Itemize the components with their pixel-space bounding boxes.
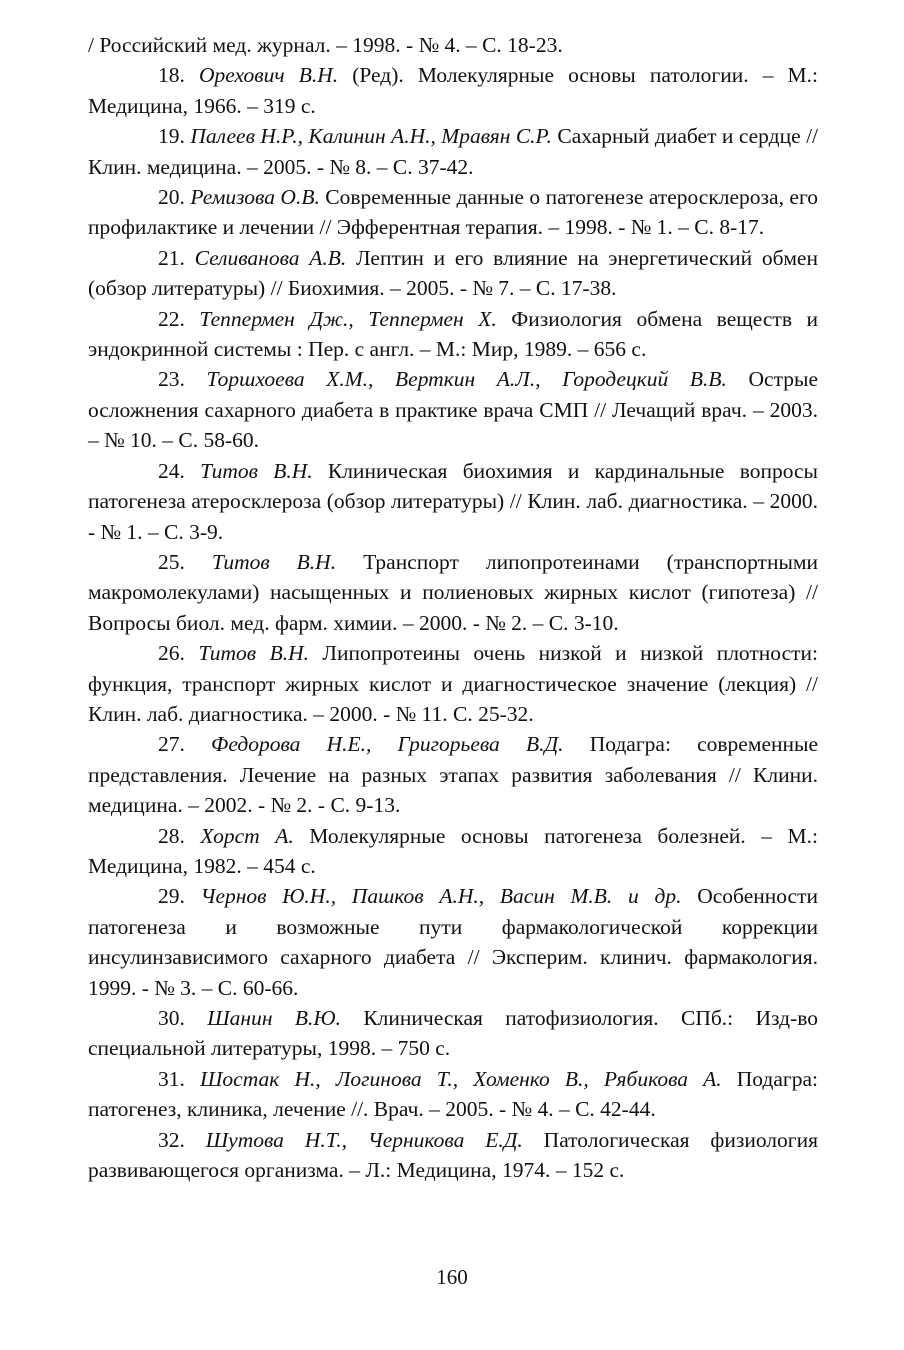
reference-authors: Селиванова А.В. (194, 245, 347, 270)
reference-number: 23. (158, 367, 185, 392)
reference-item-30 (88, 1003, 818, 1064)
reference-number: 21. (158, 245, 185, 270)
reference-text: Клиническая патофизиология. СПб.: Изд-во специальной литературы, 1998. – 750 с. (88, 1006, 818, 1061)
reference-number: 24. (158, 458, 185, 483)
reference-text: Молекулярные основы патогенеза болезней. – М.: Медицина, 1982. – 454 с. (88, 823, 819, 878)
reference-text: (Ред). Молекулярные основы патологии. – М.: Медицина, 1966. – 319 с. (88, 63, 818, 118)
reference-text: Современные данные о патогенезе атеросклероза, его профилактике и лечении // Эфферентная терапия. – 1998. - № 1. – С. 8-17. (88, 185, 818, 240)
reference-authors: Теппермен Дж., Теппермен Х. (199, 306, 497, 331)
reference-number: 20. (158, 185, 185, 210)
reference-authors: Титов В.Н. (200, 458, 313, 483)
reference-item-24 (88, 456, 818, 547)
reference-text: Клиническая биохимия и кардинальные вопросы патогенеза атеросклероза (обзор литературы) // Клин. лаб. диагностика. – 2000. - № 1. – С. 3-9. (88, 458, 818, 544)
reference-text: Острые осложнения сахарного диабета в практике врача СМП // Лечащий врач. – 2003. – № 10. – С. 58-60. (88, 367, 818, 453)
reference-number: 27. (158, 732, 185, 757)
reference-item-21 (88, 243, 818, 304)
reference-item-28 (88, 821, 818, 882)
reference-item-32 (88, 1125, 818, 1186)
reference-item-20 (88, 182, 818, 243)
reference-authors: Ремизова О.В. (190, 185, 320, 210)
reference-item-22 (88, 304, 818, 365)
reference-item-18 (88, 60, 818, 121)
reference-text: Липопротеины очень низкой и низкой плотности: функция, транспорт жирных кислот и диагностическое значение (лекция) // Клин. лаб. диагностика. – 2000. - № 11. С. 25-32. (88, 641, 818, 726)
reference-authors: Шутова Н.Т., Черникова Е.Д. (205, 1127, 523, 1152)
reference-authors: Титов В.Н. (211, 549, 337, 574)
reference-item-31 (88, 1064, 818, 1125)
reference-number: 18. (158, 63, 185, 88)
reference-number: 26. (158, 641, 185, 666)
reference-text: Транспорт липопротеинами (транспортными макромолекулами) насыщенных и полиеновых жирных кислот (гипотеза) // Вопросы биол. мед. фарм. химии. – 2000. - № 2. – С. 3-10. (88, 549, 819, 635)
reference-text: Физиология обмена веществ и эндокринной системы : Пер. с англ. – М.: Мир, 1989. – 656 с. (88, 306, 819, 362)
reference-number: 32. (158, 1127, 185, 1152)
reference-authors: Федорова Н.Е., Григорьева В.Д. (211, 732, 564, 757)
reference-number: 19. (158, 124, 185, 149)
reference-authors: Шанин В.Ю. (207, 1006, 341, 1030)
reference-text: Патологическая физиология развивающегося организма. – Л.: Медицина, 1974. – 152 с. (88, 1127, 819, 1183)
reference-number: 22. (158, 306, 185, 331)
reference-number: 29. (158, 884, 185, 909)
reference-authors: Торшхоева Х.М., Верткин А.Л., Городецкий В.В. (206, 367, 727, 392)
reference-text: Особенности патогенеза и возможные пути фармакологической коррекции инсулинзависимого сахарного диабета // Эксперим. клинич. фармакология. 1999. - № 3. – С. 60-66. (88, 884, 818, 1000)
reference-item-29 (88, 881, 818, 1003)
reference-continuation: / Российский мед. журнал. – 1998. - № 4. – С. 18-23. (88, 33, 563, 57)
reference-authors: Чернов Ю.Н., Пашков А.Н., Васин М.В. и др. (200, 884, 682, 909)
reference-authors: Орехович В.Н. (198, 63, 339, 88)
reference-item-23 (88, 364, 818, 455)
reference-item-26 (88, 638, 818, 729)
reference-authors: Шостак Н., Логинова Т., Хоменко В., Рябикова А. (200, 1066, 722, 1091)
page-number: 160 (436, 1265, 468, 1289)
reference-item-27 (88, 729, 818, 820)
reference-authors: Титов В.Н. (198, 641, 309, 666)
reference-authors: Палеев Н.Р., Калинин А.Н., Мравян С.Р. (190, 124, 552, 149)
reference-number: 25. (158, 549, 185, 574)
reference-text: Сахарный диабет и сердце // Клин. медицина. – 2005. - № 8. – С. 37-42. (88, 124, 819, 179)
reference-item-19 (88, 121, 818, 182)
reference-number: 28. (158, 823, 185, 848)
reference-authors: Хорст А. (200, 823, 294, 848)
reference-list (88, 30, 818, 1185)
reference-item-25 (88, 547, 818, 638)
reference-number: 31. (158, 1066, 185, 1091)
reference-text: Лептин и его влияние на энергетический обмен (обзор литературы) // Биохимия. – 2005. - № 7. – С. 17-38. (88, 245, 818, 301)
reference-text: Подагра: патогенез, клиника, лечение //. Врач. – 2005. - № 4. – С. 42-44. (88, 1066, 818, 1122)
reference-number: 30. (158, 1006, 185, 1030)
reference-text: Подагра: современные представления. Лечение на разных этапах развития заболевания // Клини. медицина. – 2002. - № 2. - С. 9-13. (88, 732, 818, 818)
